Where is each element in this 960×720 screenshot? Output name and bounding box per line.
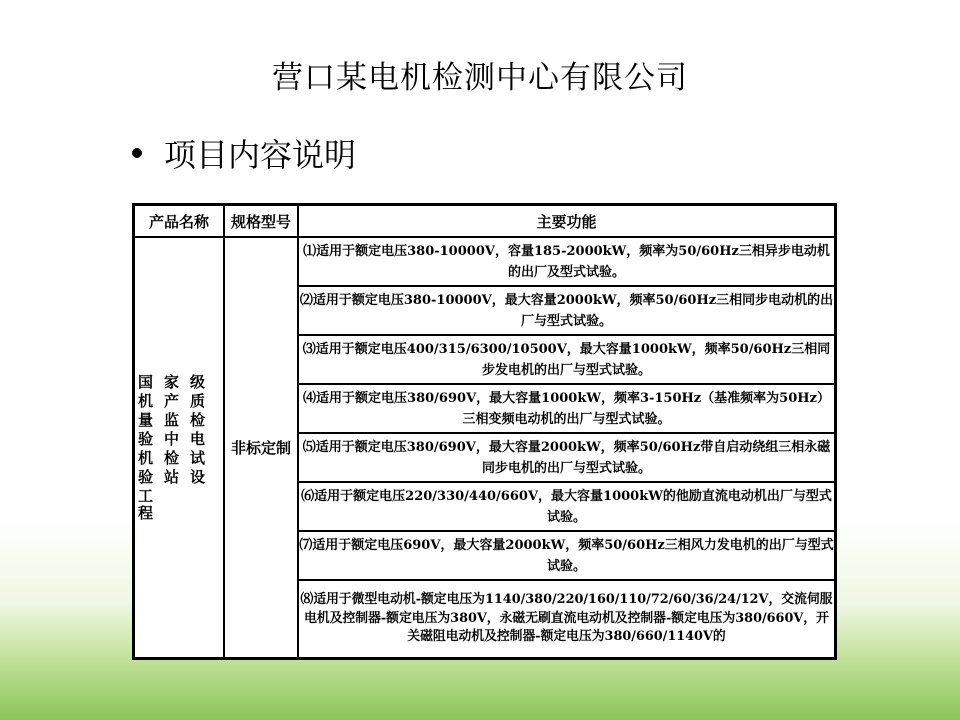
- product-name-char: 量: [138, 410, 154, 429]
- function-cell: ⑶适用于额定电压400/315/6300/10500V，最大容量1000kW，频率50/60Hz三相同步发电机的出厂与型式试验。: [298, 335, 836, 384]
- product-name-char: 检: [164, 448, 180, 467]
- table-header-row: [134, 205, 836, 238]
- bullet-dot-icon: [132, 148, 142, 158]
- product-name-char: 设: [190, 467, 206, 486]
- product-name-char: [164, 488, 190, 522]
- header-product-name: 产品名称: [134, 205, 225, 238]
- function-cell: ⑸适用于额定电压380/690V，最大容量2000kW，频率50/60Hz带自启动绕组三相永磁同步电机的出厂与型式试验。: [298, 433, 836, 482]
- product-name-char: 级: [190, 372, 206, 391]
- model-cell: 非标定制: [224, 237, 298, 659]
- function-cell: ⑹适用于额定电压220/330/440/660V，最大容量1000kW的他励直流电动机出厂与型式试验。: [298, 482, 836, 531]
- function-cell: ⑵适用于额定电压380-10000V，最大容量2000kW，频率50/60Hz三相同步电动机的出厂与型式试验。: [298, 286, 836, 335]
- bullet-text: 项目内容说明: [164, 136, 357, 174]
- product-name-char: 产: [164, 391, 180, 410]
- product-name-char: 电: [190, 429, 206, 448]
- product-name-char: 机: [138, 391, 154, 410]
- product-name-char: 验: [138, 467, 154, 486]
- page-title: 营口某电机检测中心有限公司: [272, 60, 688, 96]
- product-name-char: 机: [138, 448, 154, 467]
- product-name-char: [190, 488, 216, 522]
- function-cell: ⑺适用于额定电压690V，最大容量2000kW，频率50/60Hz三相风力发电机的出厂与型式试验。: [298, 531, 836, 580]
- header-function: 主要功能: [298, 205, 836, 238]
- project-table: [132, 203, 837, 660]
- header-model: 规格型号: [224, 205, 298, 238]
- product-name-char: 国: [138, 372, 154, 391]
- product-name-char: 站: [164, 467, 180, 486]
- product-name-char: 监: [164, 410, 180, 429]
- function-cell: ⑻适用于微型电动机-额定电压为1140/380/220/160/110/72/60/36/24/12V，交流伺服电机及控制器-额定电压为380V，永磁无刷直流电动机及控制器-额定电压为380/660V，开关磁阻电动机及控制器-额定电压为380/660/1140V的: [298, 580, 836, 659]
- function-cell: ⑷适用于额定电压380/690V，最大容量1000kW，频率3-150Hz（基准频率为50Hz）三相变频电动机的出厂与型式试验。: [298, 384, 836, 433]
- table-row: [134, 237, 836, 286]
- product-name-char: 检: [190, 410, 206, 429]
- product-name-char: 验: [138, 429, 154, 448]
- product-name-char: 中: [164, 429, 180, 448]
- function-cell: ⑴适用于额定电压380-10000V，容量185-2000kW，频率为50/60Hz三相异步电动机的出厂及型式试验。: [298, 237, 836, 286]
- product-name-char: 试: [190, 448, 206, 467]
- bullet-item: [132, 130, 356, 176]
- product-name-cell: [134, 237, 225, 659]
- product-name-char: 家: [164, 372, 180, 391]
- product-name-char: 质: [190, 391, 206, 410]
- product-name-char: 工程: [138, 486, 154, 522]
